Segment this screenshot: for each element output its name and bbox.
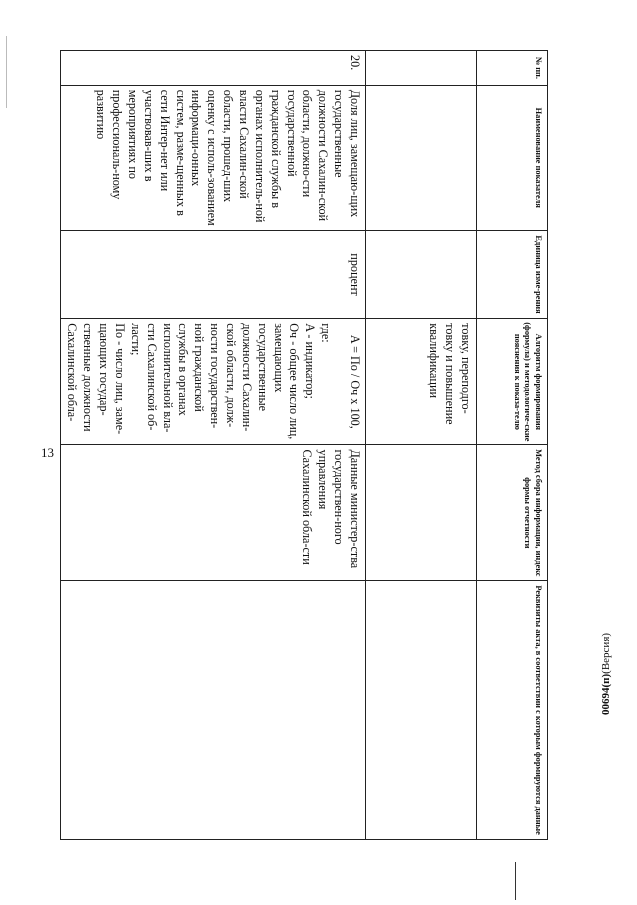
header-unit: Единица изме-рения	[477, 230, 548, 318]
doc-version: (Версия)	[600, 632, 612, 674]
formula-where: где:	[319, 323, 334, 343]
scan-mark	[515, 862, 516, 900]
cell-name: Доля лиц, замещаю-щих государственные должности Сахалин-ской области, должно-сти государственной гражданской службы в органах исполнитель-ной власти Сахалин-ской области, прошед-ших оценку с исполь-зованием информаци-онных систем, разме-щенных в сети Интер-нет или участвовав-ших в мероприятиях по профессиональ-ному развитию	[60, 85, 365, 230]
indicator-table	[60, 50, 548, 840]
cell-act	[60, 581, 365, 840]
header-indicator-name: Наименование показателя	[477, 85, 548, 230]
cell-algorithm: товку, переподго-товку и повышение квалификации	[366, 319, 477, 445]
cell-algorithm	[60, 319, 365, 445]
doc-code: 00694(п)	[600, 673, 612, 715]
indicator-table-rotated	[65, 50, 548, 840]
header-collection-method: Метод сбора информации, индекс формы отчетности	[477, 445, 548, 581]
header-number: № пп.	[477, 51, 548, 86]
scan-mark	[6, 36, 7, 108]
cell-number	[366, 51, 477, 86]
cell-method: Данные министер-ства государствен-ного управления Сахалинской обла-сти	[60, 445, 365, 581]
cell-act	[366, 581, 477, 840]
cell-method	[366, 445, 477, 581]
table-row-continued	[366, 51, 477, 840]
definition-och: Оч - общее число лиц, замещающих государственные должности Сахалин-ской области, долж-ности государствен-ной гражданской службы в органах исполнительной вла-сти Сахалинской об-ласти;	[128, 323, 302, 440]
formula: A = По / Оч x 100,	[348, 334, 362, 429]
page-number: 13	[41, 445, 54, 460]
cell-number: 20.	[60, 51, 365, 86]
definition-po: По - число лиц, заме-щающих государ-ственные должности Сахалинской обла-	[65, 323, 127, 435]
document-footer	[600, 633, 612, 715]
cell-name	[366, 85, 477, 230]
cell-unit	[366, 230, 477, 318]
header-row	[477, 51, 548, 840]
header-algorithm: Алгоритм формирования (формула) и методологиче-ские пояснения к показа-телю	[477, 319, 548, 445]
cell-unit: процент	[60, 230, 365, 318]
definition-a: A - индикатор;	[303, 323, 318, 399]
table-row-20	[60, 51, 365, 840]
header-act-details: Реквизиты акта, в соответствии с которым формируются данные	[477, 581, 548, 840]
